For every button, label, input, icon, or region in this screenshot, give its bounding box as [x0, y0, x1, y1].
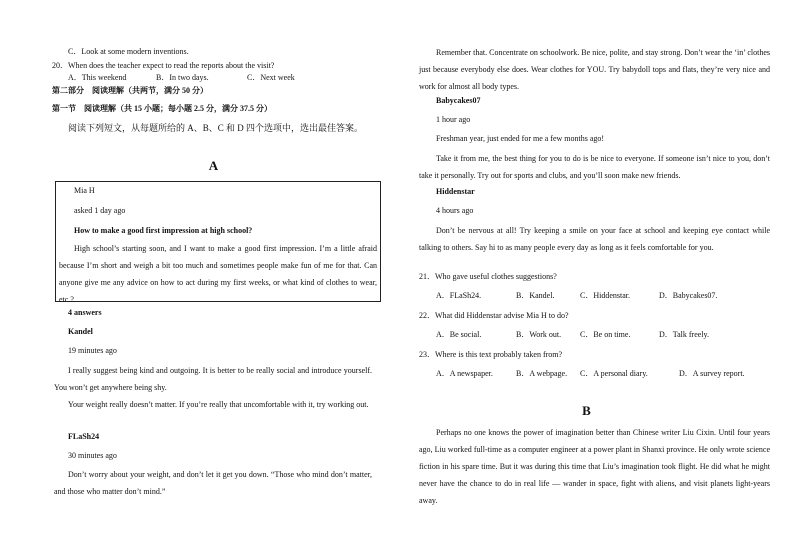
passage-b-label: B [582, 403, 591, 418]
q20-options [68, 73, 295, 83]
answer1-time: 19 minutes ago [68, 346, 117, 355]
section-one-heading: 第一节 阅读理解（共 15 小题；每小题 2.5 分，满分 37.5 分） [52, 104, 272, 113]
answer4-time: 4 hours ago [436, 206, 474, 215]
answer2-time: 30 minutes ago [68, 451, 117, 460]
answers-count: 4 answers [68, 308, 102, 317]
q23-option-d: D．A survey report. [679, 369, 745, 378]
answer4-paragraph1: Don’t be nervous at all! Try keeping a smile on your face at school and keeping eye contact while talking to others. Say hi to as many people every day as long as it feels comfortable for you. [419, 226, 770, 252]
answer2-author: FLaSh24 [68, 432, 100, 441]
part-two-heading: 第二部分 阅读理解（共两节，满分 50 分） [52, 86, 208, 95]
q20-option-b: B．In two days. [156, 73, 209, 82]
q22-question: 22．What did Hiddenstar advise Mia H to do? [419, 311, 569, 320]
q23-options [436, 369, 745, 379]
answer3-time: 1 hour ago [436, 115, 471, 124]
post-body: High school’s starting soon, and I want to make a good first impression. I’m a little afraid because I’m short and weigh a bit too much and sometimes people make fun of me for that. Can anyone give me any advice on how to act during my first weeks, or what kind of clothes to wear, etc.? [59, 244, 377, 304]
q21-options [436, 291, 717, 301]
q23-option-b: B．A webpage. [516, 369, 568, 378]
answer3-author: Babycakes07 [436, 96, 481, 105]
q21-question: 21．Who gave useful clothes suggestions? [419, 272, 557, 281]
q22-option-c: C．Be on time. [580, 330, 631, 339]
answer1-paragraph1: I really suggest being kind and outgoing. It is better to be really social and introduce yourself. You won’t get anywhere being shy. [54, 366, 372, 392]
q22-option-b: B．Work out. [516, 330, 562, 339]
passage-b-paragraph1: Perhaps no one knows the power of imagination better than Chinese writer Liu Cixin. Until four years ago, Liu worked full-time as a computer engineer at a power plant in Shanxi province. He only wrote science fiction in his spare time. But it was during this time that Liu’s imagination took flight. He did what he might never have the chance to do in real life — wander in space, fight with aliens, and visit planets light-years away. [419, 428, 770, 505]
answer1-paragraph2: Your weight really doesn’t matter. If you’re really that uncomfortable with it, try working out. [68, 400, 369, 409]
q20-option-c: C．Next week [247, 73, 295, 82]
q22-option-d: D．Talk freely. [659, 330, 710, 339]
post-time: asked 1 day ago [74, 206, 126, 215]
q23-question: 23．Where is this text probably taken from? [419, 350, 563, 359]
q22-option-a: A．Be social. [436, 330, 482, 339]
post-author: Mia H [74, 186, 95, 195]
q21-option-c: C．Hiddenstar. [580, 291, 630, 300]
answer2-paragraph1: Don’t worry about your weight, and don’t let it get you down. “Those who mind don’t matter, and those who matter don’t mind.” [54, 470, 372, 496]
q21-option-d: D．Babycakes07. [659, 291, 718, 300]
q21-option-a: A．FLaSh24. [436, 291, 482, 300]
answer4-author: Hiddenstar [436, 187, 475, 196]
q23-option-a: A．A newspaper. [436, 369, 493, 378]
passage-a-label: A [208, 158, 219, 173]
q23-option-c: C．A personal diary. [580, 369, 648, 378]
continued-paragraph: Remember that. Concentrate on schoolwork. Be nice, polite, and stay strong. Don’t wear the ‘in’ clothes just because everybody else does. Wear clothes for YOU. Try babydoll tops and flats, they’re very nice and work for almost all body types. [419, 48, 770, 91]
question-post-box [55, 181, 381, 302]
q20-question: 20．When does the teacher expect to read the reports about the visit? [52, 61, 275, 70]
answer1-author: Kandel [68, 327, 93, 336]
q21-option-b: B．Kandel. [516, 291, 555, 300]
q22-options [436, 330, 709, 340]
post-title: How to make a good first impression at high school? [74, 226, 253, 235]
answer3-paragraph2: Take it from me, the best thing for you to do is be nice to everyone. If someone isn’t nice to you, don’t take it personally. Try out for sports and clubs, and you’ll soon make new friends. [419, 154, 770, 180]
q19-option-c: C．Look at some modern inventions. [68, 47, 189, 56]
answer3-paragraph1: Freshman year, just ended for me a few months ago! [436, 134, 605, 143]
q20-option-a: A．This weekend [68, 73, 127, 82]
instructions: 阅读下列短文，从每题所给的 A、B、C 和 D 四个选项中，选出最佳答案。 [68, 123, 364, 133]
